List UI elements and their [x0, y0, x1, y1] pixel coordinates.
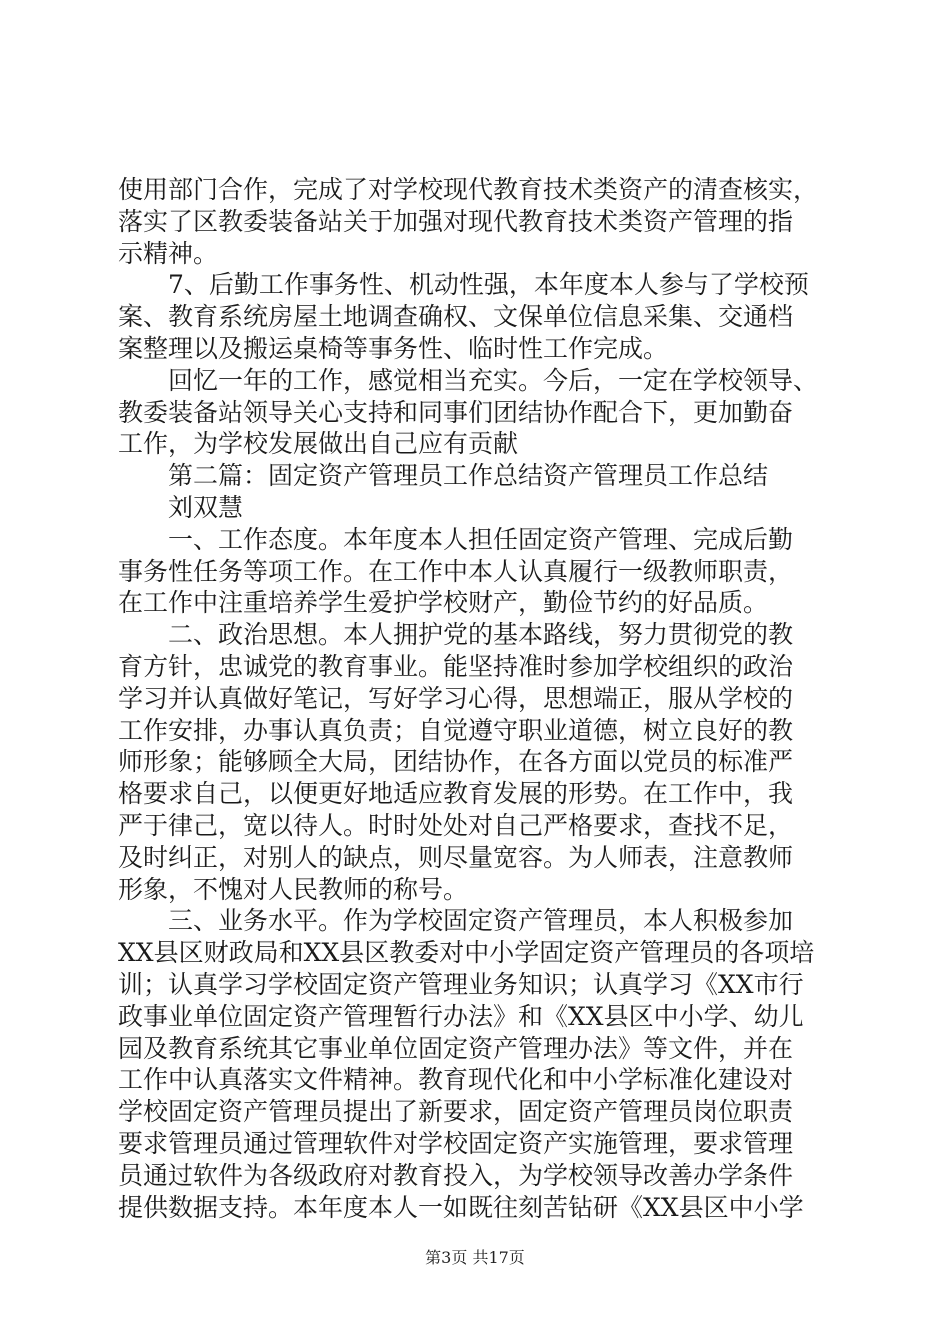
text-line: 回忆一年的工作，感觉相当充实。今后，一定在学校领导、 — [168, 365, 819, 395]
text-line: 使用部门合作，完成了对学校现代教育技术类资产的清查核实， — [118, 175, 819, 204]
text-line: 及时纠正，对别人的缺点，则尽量宽容。为人师表，注意教师 — [118, 842, 794, 872]
text-line: 工作中认真落实文件精神。教育现代化和中小学标准化建设对 — [118, 1065, 794, 1095]
text-line: 二、政治思想。本人拥护党的基本路线，努力贯彻党的教 — [168, 620, 794, 650]
text-line: 园及教育系统其它事业单位固定资产管理办法》等文件，并在 — [118, 1033, 794, 1063]
text-line: 案、教育系统房屋土地调查确权、文保单位信息采集、交通档 — [118, 302, 794, 332]
text-line: 政事业单位固定资产管理暂行办法》和《XX县区中小学、幼儿 — [118, 1001, 804, 1031]
text-line: 育方针，忠诚党的教育事业。能坚持准时参加学校组织的政治 — [118, 651, 794, 681]
text-line: 案整理以及搬运桌椅等事务性、临时性工作完成。 — [118, 333, 669, 363]
text-line: 7、后勤工作事务性、机动性强，本年度本人参与了学校预 — [168, 270, 809, 300]
text-line: 刘双慧 — [168, 492, 244, 522]
text-line: 师形象；能够顾全大局，团结协作，在各方面以党员的标准严 — [118, 747, 794, 777]
text-line: 在工作中注重培养学生爱护学校财产，勤俭节约的好品质。 — [118, 588, 769, 618]
text-line: 工作安排，办事认真负责；自觉遵守职业道德，树立良好的教 — [118, 715, 794, 745]
text-line: 示精神。 — [118, 238, 219, 268]
text-line: 严于律己，宽以待人。时时处处对自己严格要求，查找不足， — [118, 810, 794, 840]
text-line: 要求管理员通过管理软件对学校固定资产实施管理，要求管理 — [118, 1128, 794, 1158]
text-line: 格要求自己，以便更好地适应教育发展的形势。在工作中，我 — [118, 779, 794, 809]
text-line: 员通过软件为各级政府对教育投入，为学校领导改善办学条件 — [118, 1160, 794, 1190]
text-line: 学习并认真做好笔记，写好学习心得，思想端正，服从学校的 — [118, 683, 794, 713]
page-footer: 第3页 共17页 — [425, 1248, 525, 1267]
text-line: 形象，不愧对人民教师的称号。 — [118, 874, 469, 904]
text-line: XX县区财政局和XX县区教委对中小学固定资产管理员的各项培 — [118, 938, 815, 968]
text-line: 工作，为学校发展做出自己应有贡献 — [118, 429, 519, 459]
text-line: 提供数据支持。本年度本人一如既往刻苦钻研《XX县区中小学 — [118, 1192, 804, 1222]
document-body — [118, 174, 838, 1223]
text-line: 事务性任务等项工作。在工作中本人认真履行一级教师职责， — [118, 556, 794, 586]
text-line: 一、工作态度。本年度本人担任固定资产管理、完成后勤 — [168, 524, 794, 554]
text-line: 第二篇：固定资产管理员工作总结资产管理员工作总结 — [168, 461, 769, 491]
text-line: 落实了区教委装备站关于加强对现代教育技术类资产管理的指 — [118, 206, 794, 236]
text-line: 学校固定资产管理员提出了新要求，固定资产管理员岗位职责 — [118, 1097, 794, 1127]
text-line: 训；认真学习学校固定资产管理业务知识；认真学习《XX市行 — [118, 969, 804, 999]
text-line: 三、业务水平。作为学校固定资产管理员，本人积极参加 — [168, 906, 794, 936]
text-line: 教委装备站领导关心支持和同事们团结协作配合下，更加勤奋 — [118, 397, 794, 427]
